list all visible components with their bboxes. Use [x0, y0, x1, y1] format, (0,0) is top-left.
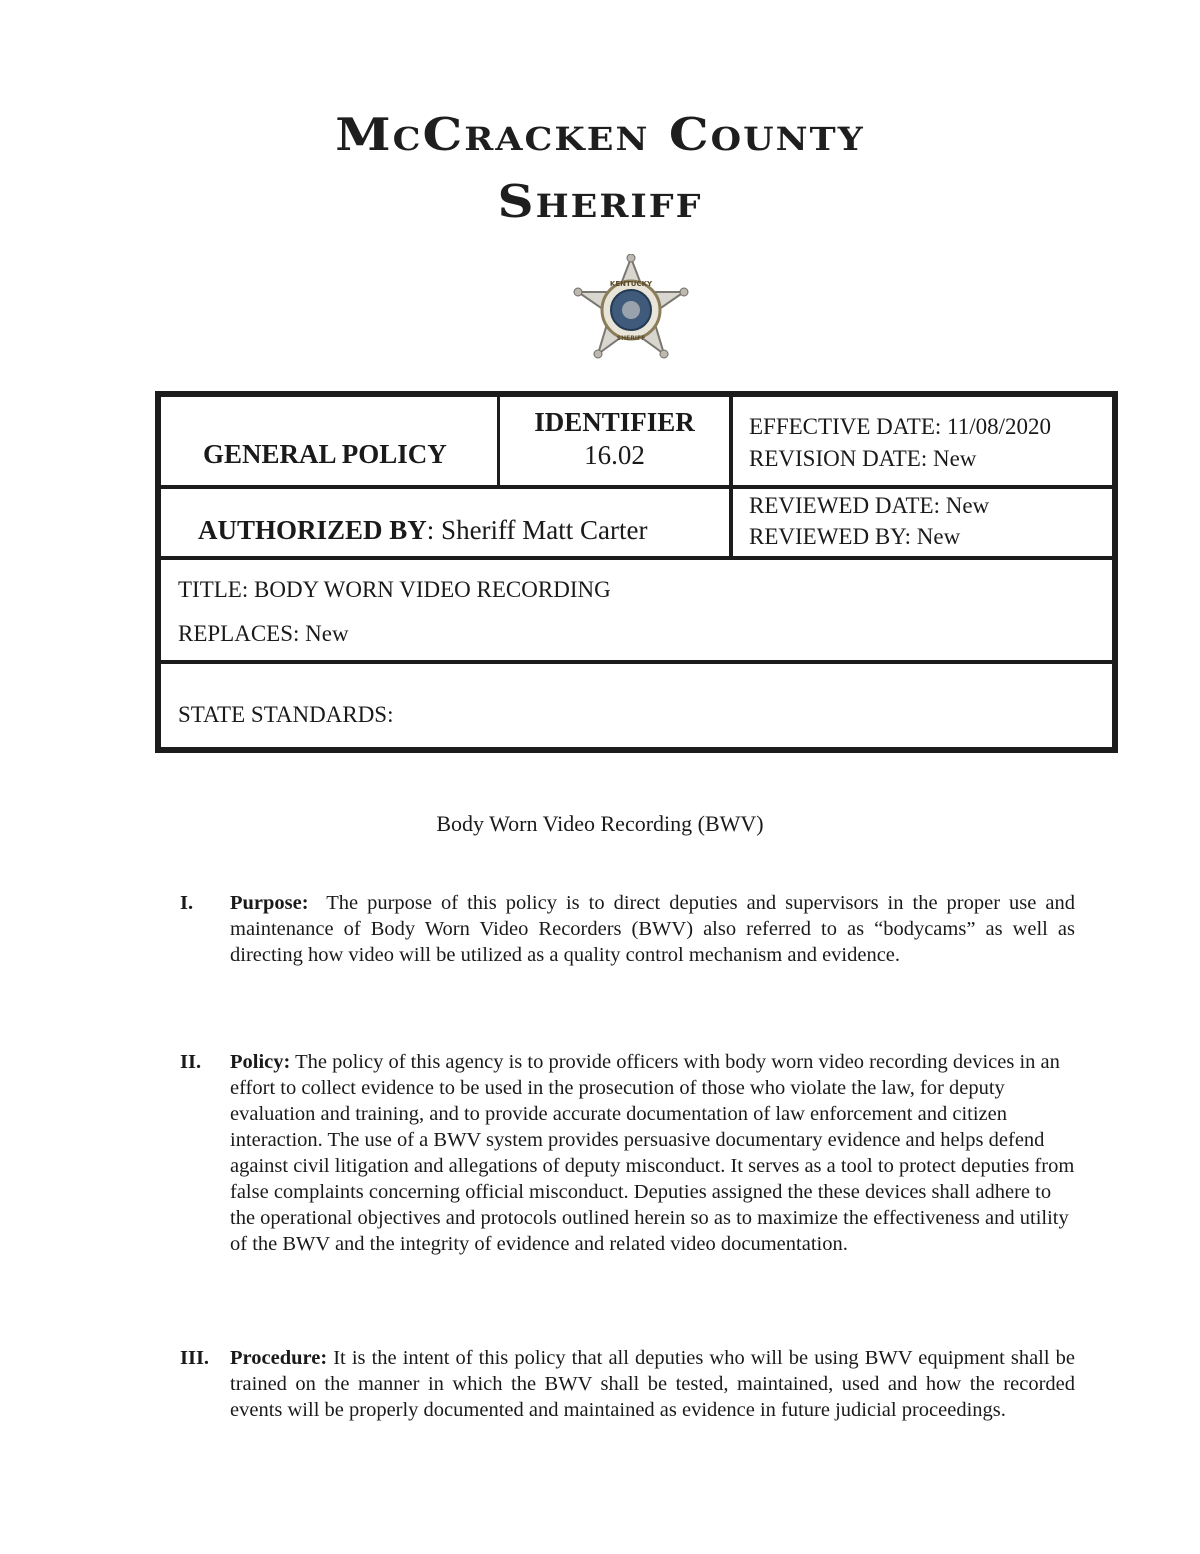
identifier-block — [500, 407, 729, 471]
authorized-label: AUTHORIZED BY — [198, 515, 427, 545]
agency-name-line2: Sheriff — [497, 174, 703, 229]
section-text: It is the intent of this policy that all deputies who will be using BWV equipment shall be trained on the manner in which the BWV shall be tested, maintained, used and how the recorded events will be properly documented and maintained as evidence in future judicial proceedings. — [230, 1347, 1075, 1421]
policy-title: TITLE: BODY WORN VIDEO RECORDING — [178, 577, 611, 602]
table-divider — [161, 660, 1112, 664]
section-purpose — [180, 890, 1075, 968]
section-procedure — [180, 1345, 1075, 1423]
replaces: REPLACES: New — [178, 621, 349, 646]
identifier-value: 16.02 — [584, 440, 645, 470]
agency-name-line1: McCracken County — [335, 107, 865, 162]
section-number: III. — [180, 1347, 210, 1369]
state-standards: STATE STANDARDS: — [178, 702, 394, 727]
table-divider — [729, 397, 733, 558]
badge-seal-center — [622, 301, 640, 319]
section-number: II. — [180, 1051, 202, 1073]
section-body — [230, 1049, 1075, 1257]
table-divider — [161, 485, 1112, 489]
section-body — [230, 890, 1075, 968]
section-heading: Purpose: — [230, 892, 309, 914]
section-heading: Policy: — [230, 1051, 291, 1073]
section-body — [230, 1345, 1075, 1423]
section-text: The purpose of this policy is to direct deputies and supervisors in the proper use and maintenance of Body Worn Video Recorders (BWV) also referred to as “bodycams” as well as directing how video will be utilized as a quality control mechanism and evidence. — [230, 892, 1075, 966]
badge-text-top: KENTUCKY — [609, 280, 653, 288]
sheriff-star-badge-icon — [572, 254, 690, 366]
section-text: The policy of this agency is to provide officers with body worn video recording devices in an effort to collect evidence to be used in the prosecution of those who violate the law, for deputy evaluation and training, and to provide accurate documentation of law enforcement and citizen interaction. The use of a BWV system provides persuasive documentary evidence and helps defend against civil litigation and allegations of deputy misconduct. It serves as a tool to protect deputies from false complaints concerning official misconduct. Deputies assigned the these devices shall adhere to the operational objectives and protocols outlined herein so as to maximize the effectiveness and utility of the BWV and the integrity of evidence and related video documentation. — [230, 1051, 1075, 1255]
authorized-by — [198, 515, 648, 546]
policy-header-table — [155, 391, 1118, 753]
badge-text-bottom: SHERIFF — [616, 335, 646, 342]
identifier-label: IDENTIFIER — [534, 407, 695, 437]
section-heading: Procedure: — [230, 1347, 328, 1369]
table-divider — [161, 556, 1112, 560]
authorized-value: : Sheriff Matt Carter — [426, 515, 648, 545]
revision-date: REVISION DATE: New — [749, 446, 977, 471]
policy-type: GENERAL POLICY — [203, 439, 447, 469]
reviewed-date: REVIEWED DATE: New — [749, 493, 990, 518]
document-subtitle: Body Worn Video Recording (BWV) — [436, 811, 764, 836]
reviewed-by: REVIEWED BY: New — [749, 524, 961, 549]
section-policy — [180, 1049, 1075, 1257]
effective-date: EFFECTIVE DATE: 11/08/2020 — [749, 414, 1051, 439]
section-number: I. — [180, 892, 194, 914]
